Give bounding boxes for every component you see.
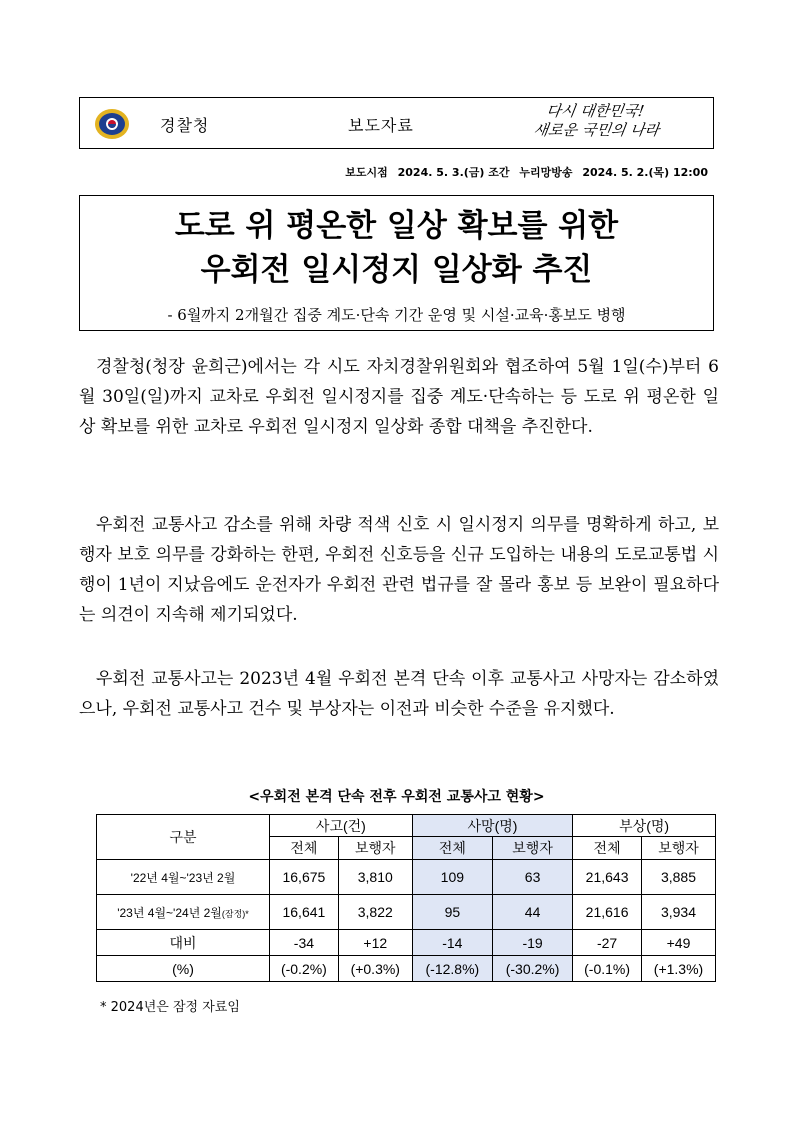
table-cell: 3,810 — [338, 860, 412, 895]
release-date: 2024. 5. 3.(금) 조간 — [397, 166, 510, 179]
table-cell: 16,641 — [270, 895, 339, 930]
sub-header: 전체 — [412, 837, 492, 860]
table-cell: 3,934 — [641, 895, 715, 930]
accident-stats-table — [96, 814, 716, 982]
channel-date: 2024. 5. 2.(목) 12:00 — [582, 166, 708, 179]
table-row — [97, 956, 716, 982]
doc-type: 보도자료 — [348, 116, 414, 135]
table-cell: (+0.3%) — [338, 956, 412, 982]
row-label: (%) — [97, 956, 270, 982]
row-label: '22년 4월~'23년 2월 — [97, 860, 270, 895]
row-label-note: (잠정)* — [221, 908, 249, 919]
table-cell: 109 — [412, 860, 492, 895]
police-emblem-icon — [94, 106, 130, 142]
paragraph-3: 우회전 교통사고는 2023년 4월 우회전 본격 단속 이후 교통사고 사망자는 감소하였으나, 우회전 교통사고 건수 및 부상자는 이전과 비슷한 수준을 유지했다. — [79, 669, 719, 719]
table-cell: +12 — [338, 930, 412, 956]
table-cell: 63 — [492, 860, 572, 895]
table-cell: (-0.1%) — [573, 956, 642, 982]
sub-header: 전체 — [573, 837, 642, 860]
row-label — [97, 895, 270, 930]
table-cell: (+1.3%) — [641, 956, 715, 982]
table-cell: -19 — [492, 930, 572, 956]
paragraph-2: 우회전 교통사고 감소를 위해 차량 적색 신호 시 일시정지 의무를 명확하게 하고, 보행자 보호 의무를 강화하는 한편, 우회전 신호등을 신규 도입하는 내용의 도로교통법 시행이 1년이 지났음에도 운전자가 우회전 관련 법규를 잘 몰라 홍보 등 보완이 필요하다는 의견이 지속해 제기되었다. — [79, 515, 719, 625]
sub-header: 전체 — [270, 837, 339, 860]
table-cell: (-0.2%) — [270, 956, 339, 982]
table-cell: 21,616 — [573, 895, 642, 930]
table-cell: (-12.8%) — [412, 956, 492, 982]
group-header-injuries: 부상(명) — [573, 815, 716, 837]
table-caption: <우회전 본격 단속 전후 우회전 교통사고 현황> — [248, 789, 545, 805]
group-header-accidents: 사고(건) — [270, 815, 413, 837]
release-info — [339, 164, 708, 180]
title-box — [79, 195, 714, 331]
col-group-header: 구분 — [97, 815, 270, 860]
table-cell: 21,643 — [573, 860, 642, 895]
table-row — [97, 895, 716, 930]
table-cell: -27 — [573, 930, 642, 956]
sub-header: 보행자 — [641, 837, 715, 860]
table-cell: 44 — [492, 895, 572, 930]
table-cell: 95 — [412, 895, 492, 930]
table-row — [97, 860, 716, 895]
table-cell: +49 — [641, 930, 715, 956]
table-cell: 3,885 — [641, 860, 715, 895]
table-row — [97, 930, 716, 956]
table-cell: -34 — [270, 930, 339, 956]
channel-label: 누리망방송 — [519, 166, 573, 179]
slogan-line2: 새로운 국민의 나라 — [532, 121, 661, 139]
row-label-text: '23년 4월~'24년 2월 — [117, 905, 222, 920]
slogan — [532, 102, 707, 140]
table-cell: (-30.2%) — [492, 956, 572, 982]
title-line1: 도로 위 평온한 일상 확보를 위한 — [174, 208, 619, 244]
table-cell: 16,675 — [270, 860, 339, 895]
subtitle: - 6월까지 2개월간 집중 계도·단속 기간 운영 및 시설·교육·홍보도 병행 — [167, 306, 626, 324]
table-header-row — [97, 815, 716, 837]
paragraph-1: 경찰청(청장 윤희근)에서는 각 시도 자치경찰위원회와 협조하여 5월 1일(수)부터 6월 30일(일)까지 교차로 우회전 일시정지를 집중 계도·단속하는 등 도로 위 평온한 일상 확보를 위한 교차로 우회전 일시정지 일상화 종합 대책을 추진한다. — [79, 357, 719, 437]
sub-header: 보행자 — [338, 837, 412, 860]
title — [80, 204, 713, 292]
org-name: 경찰청 — [160, 116, 210, 135]
header-box — [79, 97, 714, 149]
footnote: * 2024년은 잠정 자료임 — [100, 1000, 240, 1015]
sub-header: 보행자 — [492, 837, 572, 860]
title-line2: 우회전 일시정지 일상화 추진 — [200, 252, 593, 288]
table-cell: -14 — [412, 930, 492, 956]
row-label: 대비 — [97, 930, 270, 956]
table-cell: 3,822 — [338, 895, 412, 930]
release-label: 보도시점 — [345, 166, 388, 179]
slogan-line1: 다시 대한민국! — [545, 102, 646, 120]
group-header-deaths: 사망(명) — [412, 815, 572, 837]
